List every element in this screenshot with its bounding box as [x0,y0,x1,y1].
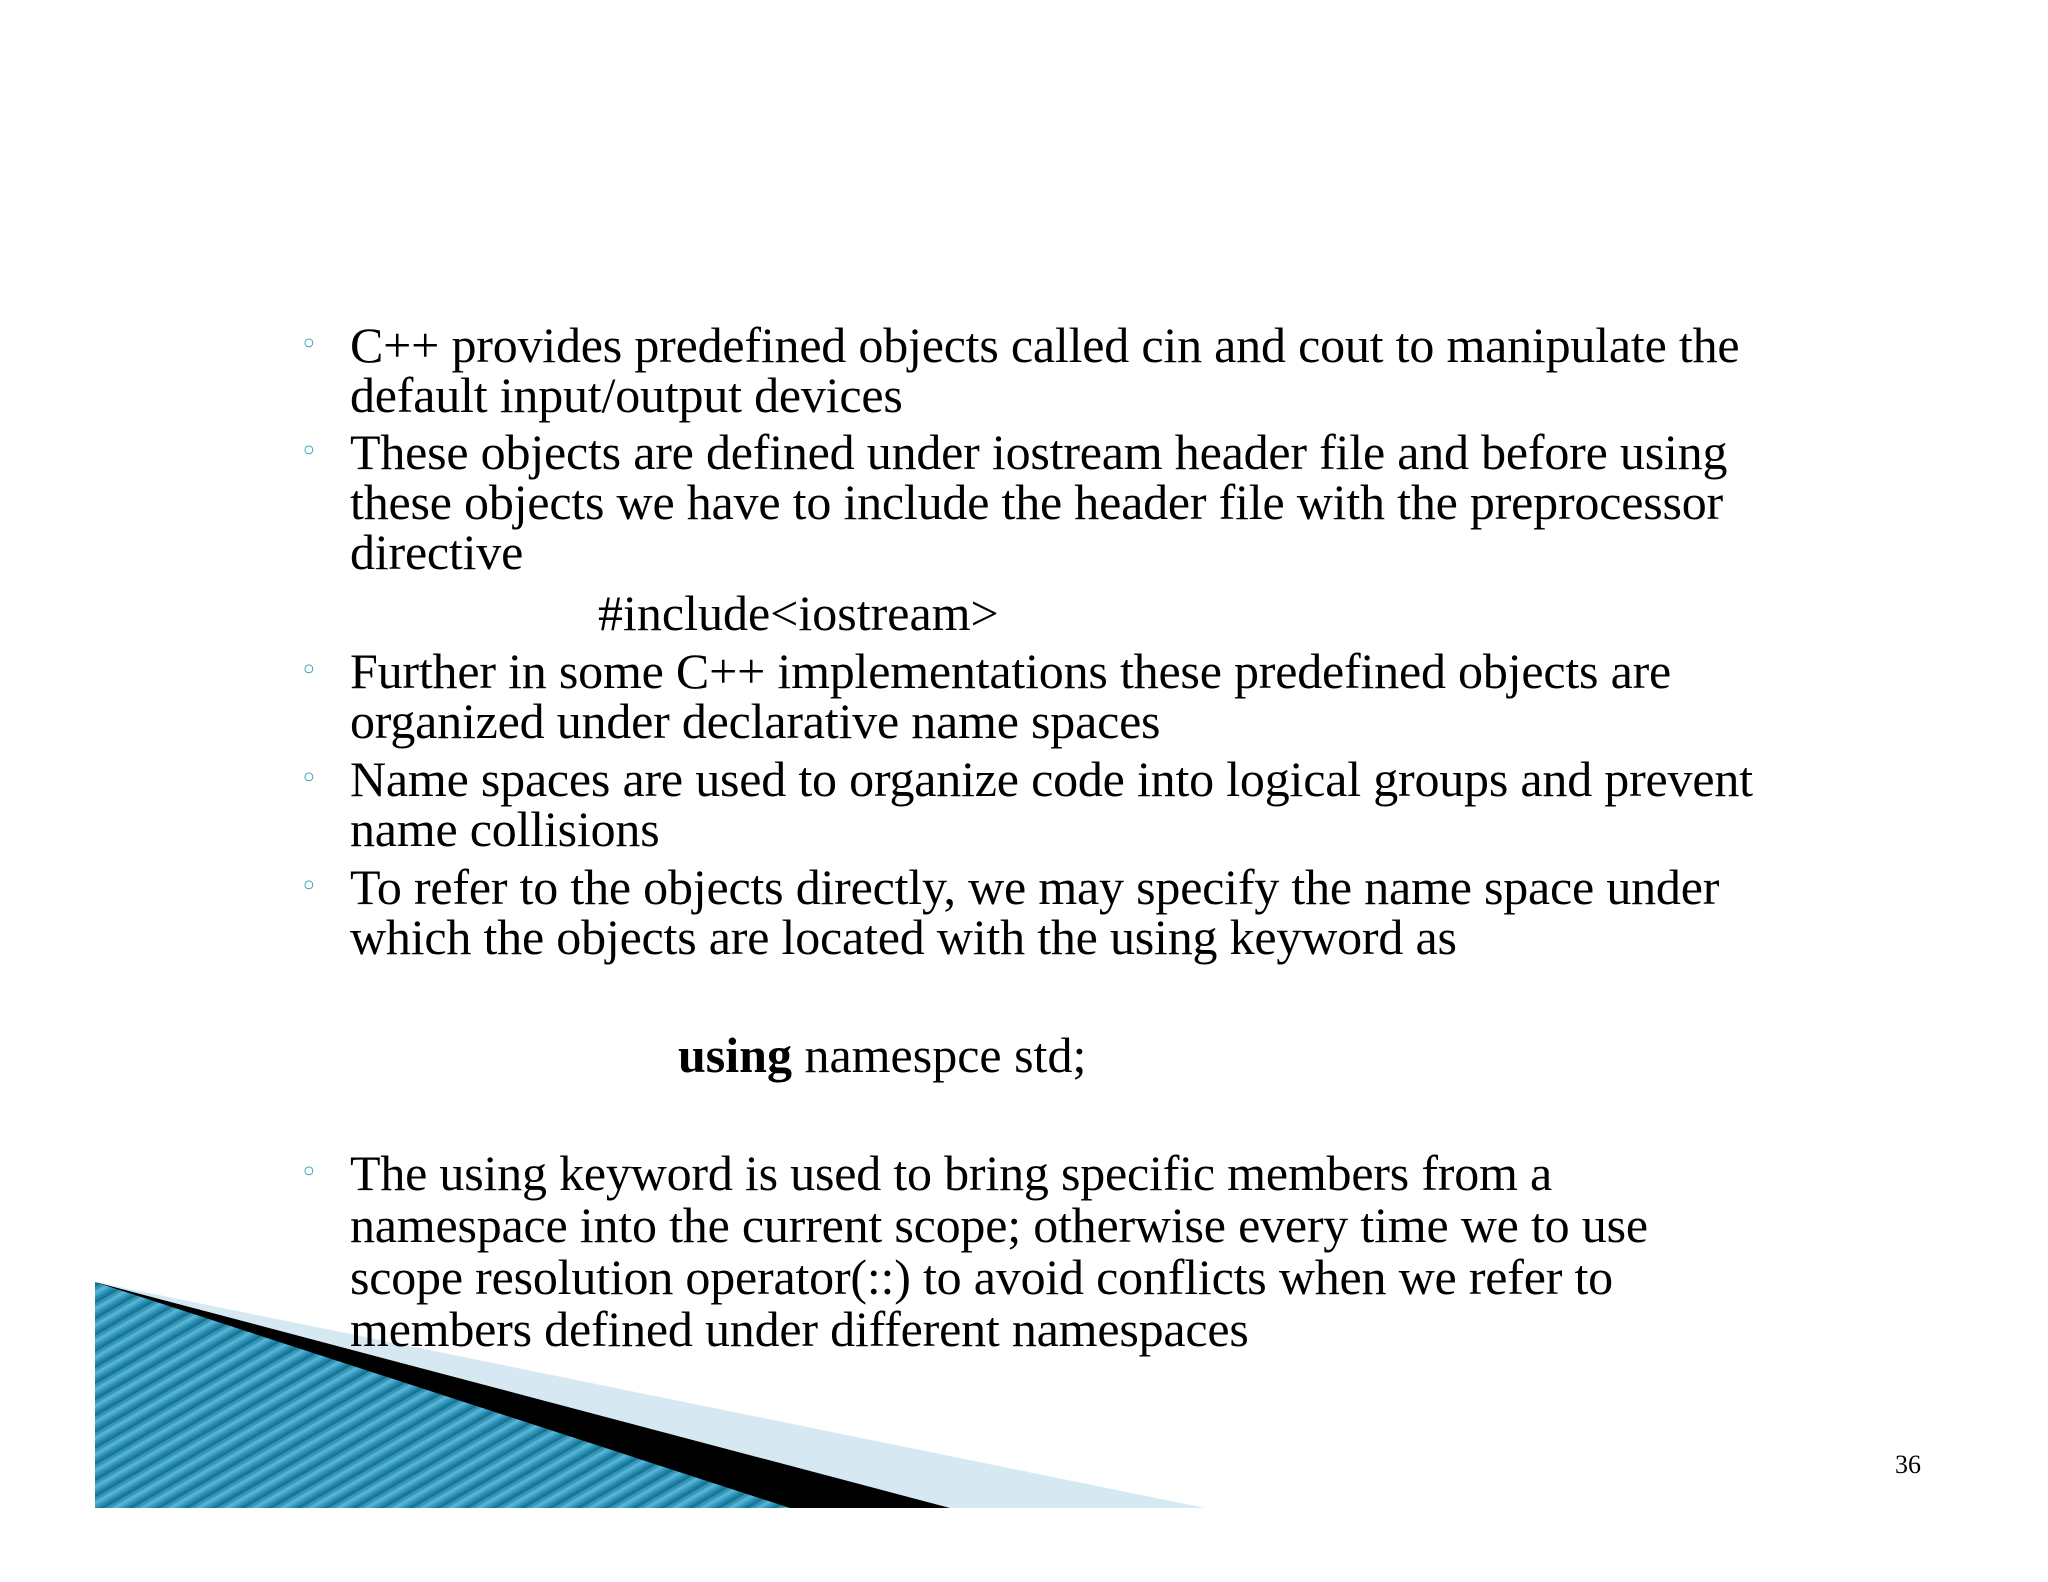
bullet-1-line-2: default input/output devices [350,367,903,423]
bullet-2-line-1: These objects are defined under iostream header file and before using [350,424,1728,480]
bullet-icon: ◦ [300,434,318,469]
bullet-3-line-1: Further in some C++ implementations these predefined objects are [350,643,1672,699]
bullet-4-line-1: Name spaces are used to organize code into logical groups and prevent [350,751,1753,807]
bullet-icon: ◦ [300,761,318,796]
bullet-2-line-3: directive [350,524,524,580]
include-directive: #include<iostream> [598,585,999,641]
bullet-3-line-2: organized under declarative name spaces [350,693,1161,749]
using-rest: namespce std; [791,1027,1087,1083]
bullet-icon: ◦ [300,1155,318,1190]
page-number: 36 [1895,1450,1921,1479]
bullet-icon: ◦ [300,869,318,904]
bullet-6-line-2: namespace into the current scope; otherwise every time we to use [350,1197,1648,1253]
using-keyword: using [678,1027,792,1083]
bullet-1-line-1: C++ provides predefined objects called cin and cout to manipulate the [350,317,1740,373]
bullet-icon: ◦ [300,653,318,688]
bullet-icon: ◦ [300,327,318,362]
using-statement [678,1027,1087,1083]
bullet-5-line-1: To refer to the objects directly, we may specify the name space under [350,859,1720,915]
bullet-2-line-2: these objects we have to include the header file with the preprocessor [350,474,1723,530]
bullet-5-line-2: which the objects are located with the using keyword as [350,909,1457,965]
bullet-6-line-3: scope resolution operator(::) to avoid conflicts when we refer to [350,1249,1613,1305]
bullet-6-line-4: members defined under different namespaces [350,1301,1249,1357]
bullet-4-line-2: name collisions [350,801,660,857]
bullet-6-line-1: The using keyword is used to bring specific members from a [350,1145,1552,1201]
